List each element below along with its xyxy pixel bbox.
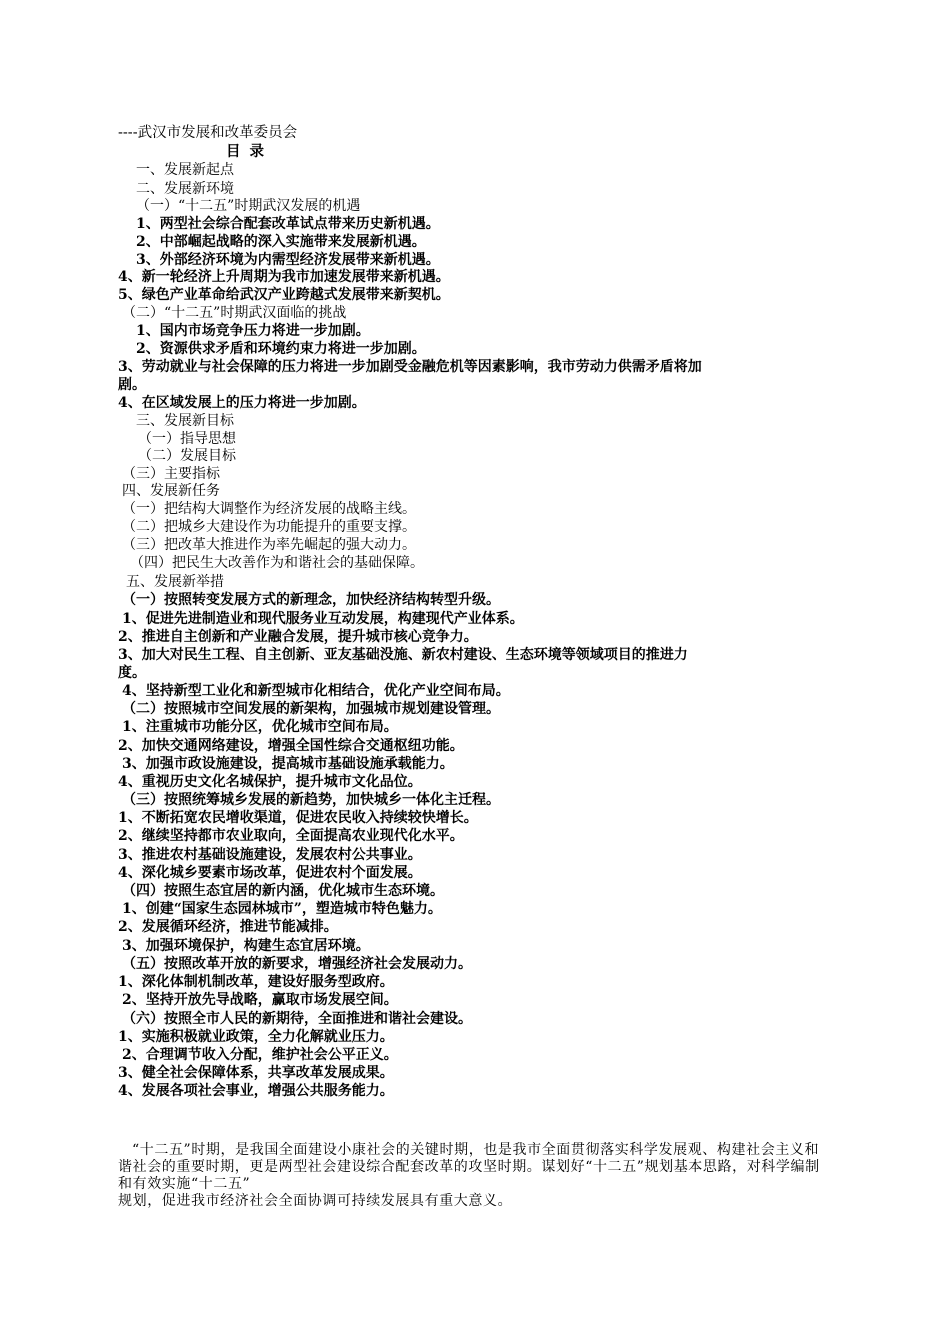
toc-entry: 3、加大对民生工程、自主创新、亚友基础没施、新农村建设、生态环境等领域项目的推进力 bbox=[118, 647, 688, 663]
toc-entry: 2、发展循环经济，推进节能减排。 bbox=[118, 919, 338, 935]
toc-entry: 四、发展新任务 bbox=[122, 483, 220, 499]
toc-entry: （一）按照转变发展方式的新理念，加快经济结构转型升级。 bbox=[122, 592, 500, 608]
toc-entry: （一）把结构大调整作为经济发展的战略主线。 bbox=[122, 501, 416, 517]
toc-entry: 二、发展新环境 bbox=[136, 181, 234, 197]
toc-entry: 三、发展新目标 bbox=[136, 413, 234, 429]
toc-entry: 2、加快交通网络建设，增强全国性综合交通枢纽功能。 bbox=[118, 738, 464, 754]
intro-paragraph: “十二五”时期，是我国全面建设小康社会的关键时期，也是我市全面贯彻落实科学发展观、构建社会主义和谐社会的重要时期，更是两型社会建设综合配套改革的攻坚时期。谋划好“十二五”规划基本思路，对科学编制和有效实施“十二五” bbox=[118, 1142, 820, 1192]
toc-entry: （一）指导思想 bbox=[138, 431, 236, 447]
toc-entry: 1、深化体制机制改革，建设好服务型政府。 bbox=[118, 974, 394, 990]
toc-entry: 5、绿色产业革命给武汉产业跨越式发展带来新契机。 bbox=[118, 287, 450, 303]
toc-entry: 2、继续坚持都市农业取向，全面提高农业现代化水平。 bbox=[118, 828, 464, 844]
toc-entry: 2、资源供求矛盾和环境约束力将进一步加剧。 bbox=[136, 341, 426, 357]
toc-entry: 4、新一轮经济上升周期为我市加速发展带来新机遇。 bbox=[118, 269, 450, 285]
toc-entry: 3、外部经济环境为内需型经济发展带来新机遇。 bbox=[136, 252, 440, 268]
toc-entry: 1、促进先进制造业和现代服务业互动发展，构建现代产业体系。 bbox=[122, 611, 524, 627]
toc-entry: 3、健全社会保障体系，共享改革发展成果。 bbox=[118, 1065, 394, 1081]
toc-entry: （三）把改革大推进作为率先崛起的强大动力。 bbox=[122, 537, 416, 553]
toc-entry: （三）按照统筹城乡发展的新趋势，加快城乡一体化主迁程。 bbox=[122, 792, 500, 808]
toc-entry: （四）按照生态宜居的新内涵，优化城市生态环境。 bbox=[122, 883, 444, 899]
toc-entry: 1、不断拓宽农民增收渠道，促进农民收入持续较快增长。 bbox=[118, 810, 478, 826]
toc-entry: 剧。 bbox=[118, 377, 146, 393]
toc-entry: 1、实施积极就业政策，全力化解就业压力。 bbox=[118, 1029, 394, 1045]
toc-entry: 4、发展各项社会事业，增强公共服务能力。 bbox=[118, 1083, 394, 1099]
toc-entry: 五、发展新举措 bbox=[126, 574, 224, 590]
toc-entry: （二）发展目标 bbox=[138, 448, 236, 464]
toc-entry: 2、中部崛起战略的深入实施带来发展新机遇。 bbox=[136, 234, 426, 250]
toc-entry: 1、注重城市功能分区，优化城市空间布局。 bbox=[122, 719, 398, 735]
toc-entry: 2、合理调节收入分配，维护社会公平正义。 bbox=[122, 1047, 398, 1063]
toc-entry: 3、推进农村基础设施建设，发展农村公共事业。 bbox=[118, 847, 422, 863]
toc-entry: （一）“十二五”时期武汉发展的机遇 bbox=[136, 198, 361, 214]
toc-entry: 3、劳动就业与社会保障的压力将进一步加剧受金融危机等因素影响，我市劳动力供需矛盾将加 bbox=[118, 359, 702, 375]
toc-entry: （二）按照城市空间发展的新架构，加强城市规划建设管理。 bbox=[122, 701, 500, 717]
toc-entry: 1、国内市场竞争压力将进一步加剧。 bbox=[136, 323, 370, 339]
issuer-line: ----武汉市发展和改革委员会 bbox=[118, 125, 298, 141]
toc-entry: 度。 bbox=[118, 665, 146, 681]
toc-entry: （四）把民生大改善作为和谐社会的基础保障。 bbox=[130, 555, 424, 571]
toc-entry: 2、坚持开放先导战略，赢取市场发展空间。 bbox=[122, 992, 398, 1008]
toc-entry: 4、坚持新型工业化和新型城市化相结合，优化产业空间布局。 bbox=[122, 683, 510, 699]
intro-paragraph-end: 规划，促进我市经济社会全面协调可持续发展具有重大意义。 bbox=[118, 1193, 513, 1209]
toc-entry: （二）“十二五”时期武汉面临的挑战 bbox=[122, 305, 347, 321]
toc-entry: （三）主要指标 bbox=[122, 466, 220, 482]
toc-title: 目 录 bbox=[226, 143, 267, 160]
toc-entry: 3、加强环境保护，构建生态宜居环境。 bbox=[122, 938, 370, 954]
toc-entry: 4、在区域发展上的压力将进一步加剧。 bbox=[118, 395, 366, 411]
toc-entry: 1、创建“国家生态园林城市”，塑造城市特色魅力。 bbox=[122, 901, 442, 917]
toc-entry: （六）按照全市人民的新期待，全面推进和谐社会建设。 bbox=[122, 1011, 472, 1027]
toc-entry: 1、两型社会综合配套改革试点带来历史新机遇。 bbox=[136, 216, 440, 232]
toc-entry: 一、发展新起点 bbox=[136, 162, 234, 178]
toc-entry: 3、加强市政设施建设，提高城市基础设施承载能力。 bbox=[122, 756, 454, 772]
toc-entry: 4、深化城乡要素市场改革，促进农村个面发展。 bbox=[118, 865, 422, 881]
toc-entry: （五）按照改革开放的新要求，增强经济社会发展动力。 bbox=[122, 956, 472, 972]
toc-entry: 2、推进自主创新和产业融合发展，提升城市核心竞争力。 bbox=[118, 629, 478, 645]
toc-entry: （二）把城乡大建设作为功能提升的重要支撑。 bbox=[122, 519, 416, 535]
toc-entry: 4、重视历史文化名城保护，提升城市文化品位。 bbox=[118, 774, 422, 790]
